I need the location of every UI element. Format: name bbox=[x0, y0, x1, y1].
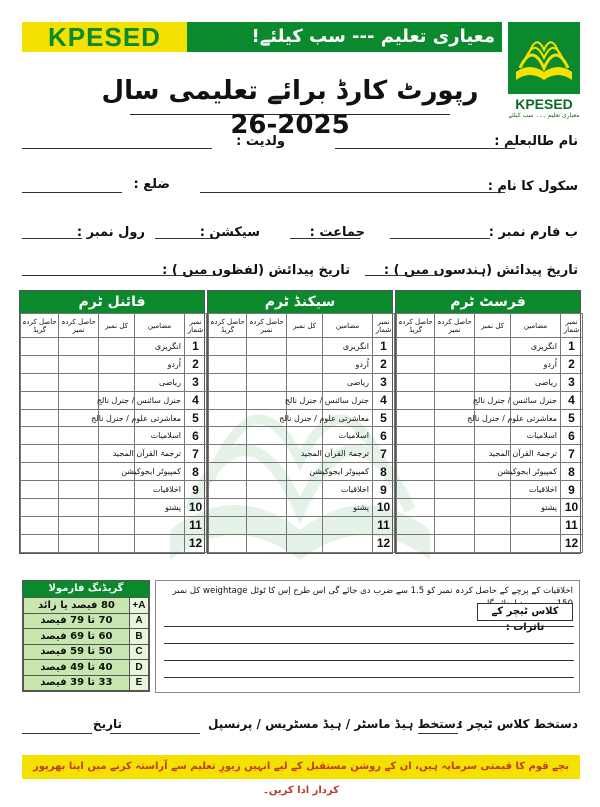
col-serial: نمبر شمار bbox=[373, 314, 395, 338]
serial-cell: 4 bbox=[185, 391, 207, 409]
obtained-marks-cell[interactable] bbox=[59, 391, 99, 409]
student-name-field[interactable] bbox=[335, 148, 515, 149]
serial-cell: 3 bbox=[373, 373, 395, 391]
serial-cell: 6 bbox=[185, 427, 207, 445]
grade-cell[interactable] bbox=[397, 373, 435, 391]
grading-row bbox=[24, 644, 149, 660]
class-field[interactable] bbox=[290, 238, 360, 239]
date-field[interactable] bbox=[22, 733, 92, 734]
total-marks-cell[interactable] bbox=[287, 481, 323, 499]
obtained-marks-cell[interactable] bbox=[247, 534, 287, 552]
table-row bbox=[21, 516, 207, 534]
grade-cell[interactable] bbox=[21, 427, 59, 445]
obtained-marks-cell[interactable] bbox=[59, 516, 99, 534]
ethics-weightage-note: اخلاقیات کے پرچے کے حاصل کردہ نمبر کو 1.5 سے ضرب دی جائے گی اس طرح اِس کا ٹوٹل weightage کل نمبر bbox=[172, 586, 573, 596]
grade-value: E bbox=[129, 675, 148, 691]
col-grade: حاصل کردہ گریڈ bbox=[209, 314, 247, 338]
table-row bbox=[209, 391, 395, 409]
section-field[interactable] bbox=[155, 238, 215, 239]
serial-cell: 9 bbox=[373, 481, 395, 499]
grade-cell[interactable] bbox=[21, 481, 59, 499]
obtained-marks-cell[interactable] bbox=[59, 481, 99, 499]
total-marks-cell[interactable] bbox=[475, 427, 511, 445]
subject-cell: کمپیوٹر ایجوکیشن bbox=[323, 463, 373, 481]
grade-cell[interactable] bbox=[209, 481, 247, 499]
grade-range: 60 تا 69 فیصد bbox=[24, 629, 130, 645]
col-total-marks: کل نمبر bbox=[475, 314, 511, 338]
subject-cell: ترجمۃ القرآن المجید bbox=[323, 445, 373, 463]
serial-cell: 11 bbox=[185, 516, 207, 534]
subject-cell: ریاضی bbox=[135, 373, 185, 391]
table-row bbox=[21, 373, 207, 391]
b-form-label: ب فارم نمبر : bbox=[488, 225, 578, 240]
serial-cell: 11 bbox=[373, 516, 395, 534]
page-title: رپورٹ کارڈ برائے تعلیمی سال 2025-26 bbox=[101, 76, 479, 140]
subject-cell: اُردو bbox=[135, 355, 185, 373]
total-marks-cell[interactable] bbox=[475, 355, 511, 373]
grade-cell[interactable] bbox=[209, 463, 247, 481]
obtained-marks-cell[interactable] bbox=[247, 481, 287, 499]
final-term-table bbox=[19, 290, 205, 554]
subject-cell bbox=[511, 516, 561, 534]
subject-cell: اسلامیات bbox=[511, 427, 561, 445]
total-marks-cell[interactable] bbox=[99, 499, 135, 517]
total-marks-cell[interactable] bbox=[287, 373, 323, 391]
col-total-marks: کل نمبر bbox=[287, 314, 323, 338]
total-marks-cell[interactable] bbox=[99, 373, 135, 391]
grade-cell[interactable] bbox=[21, 516, 59, 534]
subject-cell: اُردو bbox=[323, 355, 373, 373]
subject-cell: جنرل سائنس / جنرل نالج bbox=[135, 391, 185, 409]
total-marks-cell[interactable] bbox=[99, 534, 135, 552]
table-row bbox=[209, 427, 395, 445]
grade-cell[interactable] bbox=[21, 355, 59, 373]
headmaster-signature-label: دستخط ہیڈ ماسٹر / ہیڈ مسٹریس / پرنسپل bbox=[208, 717, 462, 731]
school-name-label: سکول کا نام : bbox=[487, 179, 578, 194]
serial-cell: 8 bbox=[185, 463, 207, 481]
table-row bbox=[209, 516, 395, 534]
total-marks-cell[interactable] bbox=[475, 338, 511, 356]
serial-cell: 4 bbox=[561, 391, 583, 409]
grade-cell[interactable] bbox=[209, 409, 247, 427]
subject-cell bbox=[135, 516, 185, 534]
subject-cell: ریاضی bbox=[323, 373, 373, 391]
grade-cell[interactable] bbox=[397, 463, 435, 481]
grade-cell[interactable] bbox=[21, 445, 59, 463]
grading-row bbox=[24, 675, 149, 691]
grade-cell[interactable] bbox=[397, 516, 435, 534]
obtained-marks-cell[interactable] bbox=[435, 499, 475, 517]
grade-cell[interactable] bbox=[397, 534, 435, 552]
class-teacher-signature-label: دستخط کلاس ٹیچر : bbox=[458, 717, 578, 731]
father-name-label: ولدیت : bbox=[236, 134, 285, 149]
subject-cell: اسلامیات bbox=[323, 427, 373, 445]
grade-value: C bbox=[129, 644, 148, 660]
table-row bbox=[397, 499, 583, 517]
table-row bbox=[209, 481, 395, 499]
table-row bbox=[209, 338, 395, 356]
table-row bbox=[397, 373, 583, 391]
total-marks-cell[interactable] bbox=[475, 481, 511, 499]
total-marks-cell[interactable] bbox=[287, 534, 323, 552]
obtained-marks-cell[interactable] bbox=[435, 516, 475, 534]
grade-range: 50 تا 59 فیصد bbox=[24, 644, 130, 660]
remarks-line[interactable] bbox=[164, 677, 574, 678]
obtained-marks-cell[interactable] bbox=[435, 391, 475, 409]
grade-cell[interactable] bbox=[397, 427, 435, 445]
table-row bbox=[397, 445, 583, 463]
dob-numeric-label: تاریخ پیدائش (ہندسوں میں ) : bbox=[383, 263, 578, 278]
obtained-marks-cell[interactable] bbox=[247, 463, 287, 481]
remarks-line[interactable] bbox=[164, 643, 574, 644]
obtained-marks-cell[interactable] bbox=[59, 445, 99, 463]
obtained-marks-cell[interactable] bbox=[59, 499, 99, 517]
obtained-marks-cell[interactable] bbox=[435, 481, 475, 499]
obtained-marks-cell[interactable] bbox=[435, 373, 475, 391]
obtained-marks-cell[interactable] bbox=[435, 534, 475, 552]
serial-cell: 8 bbox=[561, 463, 583, 481]
grade-cell[interactable] bbox=[209, 427, 247, 445]
grade-range: 33 تا 39 فیصد bbox=[24, 675, 130, 691]
serial-cell: 6 bbox=[561, 427, 583, 445]
subject-cell: ترجمۃ القرآن المجید bbox=[511, 445, 561, 463]
table-row bbox=[397, 516, 583, 534]
subject-cell: جنرل سائنس / جنرل نالج bbox=[511, 391, 561, 409]
grading-row bbox=[24, 660, 149, 676]
table-row bbox=[397, 338, 583, 356]
col-subjects: مضامین bbox=[135, 314, 185, 338]
col-subjects: مضامین bbox=[323, 314, 373, 338]
total-marks-cell[interactable] bbox=[99, 355, 135, 373]
table-row bbox=[209, 355, 395, 373]
subject-cell: معاشرتی علوم / جنرل نالج bbox=[323, 409, 373, 427]
obtained-marks-cell[interactable] bbox=[435, 463, 475, 481]
footer-message: بچے قوم کا قیمتی سرمایہ ہیں، ان کے روشن مستقبل کے لیے انہیں زیورِ تعلیم سے آراستہ کرنے میں اپنا بھرپور کردار ادا کریں۔ bbox=[22, 755, 580, 779]
subject-cell: معاشرتی علوم / جنرل نالج bbox=[135, 409, 185, 427]
subject-cell: کمپیوٹر ایجوکیشن bbox=[135, 463, 185, 481]
col-grade: حاصل کردہ گریڈ bbox=[21, 314, 59, 338]
total-marks-cell[interactable] bbox=[475, 516, 511, 534]
section-label: سیکشن : bbox=[199, 225, 260, 240]
subject-cell: انگریزی bbox=[135, 338, 185, 356]
grade-value: D bbox=[129, 660, 148, 676]
obtained-marks-cell[interactable] bbox=[247, 355, 287, 373]
subject-cell: جنرل سائنس / جنرل نالج bbox=[323, 391, 373, 409]
table-row bbox=[21, 534, 207, 552]
col-grade: حاصل کردہ گریڈ bbox=[397, 314, 435, 338]
grade-cell[interactable] bbox=[21, 534, 59, 552]
col-serial: نمبر شمار bbox=[185, 314, 207, 338]
logo-caption: KPESED bbox=[515, 96, 573, 112]
grade-cell[interactable] bbox=[21, 499, 59, 517]
subject-cell: معاشرتی علوم / جنرل نالج bbox=[511, 409, 561, 427]
book-logo-icon bbox=[508, 22, 580, 94]
total-marks-cell[interactable] bbox=[287, 499, 323, 517]
obtained-marks-cell[interactable] bbox=[59, 338, 99, 356]
serial-cell: 11 bbox=[561, 516, 583, 534]
grade-range: 80 فیصد یا زائد bbox=[24, 598, 130, 614]
teacher-remarks-label: کلاس ٹیچر کے تاثرات : bbox=[477, 603, 573, 621]
grade-range: 40 تا 49 فیصد bbox=[24, 660, 130, 676]
headmaster-signature-field[interactable] bbox=[110, 733, 200, 734]
header-motto: معیاری تعلیم --- سب کیلئے! bbox=[251, 26, 495, 47]
total-marks-cell[interactable] bbox=[99, 481, 135, 499]
table-row bbox=[397, 427, 583, 445]
subject-cell bbox=[511, 534, 561, 552]
obtained-marks-cell[interactable] bbox=[247, 427, 287, 445]
grade-cell[interactable] bbox=[397, 499, 435, 517]
table-row bbox=[21, 391, 207, 409]
serial-cell: 2 bbox=[373, 355, 395, 373]
subject-cell bbox=[323, 516, 373, 534]
class-teacher-signature-field[interactable] bbox=[418, 733, 458, 734]
table-row bbox=[209, 463, 395, 481]
total-marks-cell[interactable] bbox=[475, 499, 511, 517]
dob-numeric-field[interactable] bbox=[365, 275, 440, 276]
total-marks-cell[interactable] bbox=[99, 427, 135, 445]
grade-cell[interactable] bbox=[397, 338, 435, 356]
grade-cell[interactable] bbox=[209, 534, 247, 552]
grade-value: A+ bbox=[129, 598, 148, 614]
col-obtained-marks: حاصل کردہ نمبر bbox=[59, 314, 99, 338]
obtained-marks-cell[interactable] bbox=[247, 445, 287, 463]
class-label: جماعت : bbox=[309, 225, 365, 240]
date-label: تاریخ bbox=[92, 717, 122, 731]
table-row bbox=[397, 534, 583, 552]
grade-cell[interactable] bbox=[397, 445, 435, 463]
table-row bbox=[397, 463, 583, 481]
subject-cell: انگریزی bbox=[323, 338, 373, 356]
serial-cell: 6 bbox=[373, 427, 395, 445]
table-row bbox=[209, 534, 395, 552]
serial-cell: 9 bbox=[561, 481, 583, 499]
term-title: فرسٹ ٹرم bbox=[396, 291, 580, 313]
grading-row bbox=[24, 613, 149, 629]
serial-cell: 2 bbox=[561, 355, 583, 373]
obtained-marks-cell[interactable] bbox=[247, 499, 287, 517]
col-serial: نمبر شمار bbox=[561, 314, 583, 338]
grade-cell[interactable] bbox=[209, 499, 247, 517]
subject-cell bbox=[135, 534, 185, 552]
term-title: سیکنڈ ٹرم bbox=[208, 291, 392, 313]
obtained-marks-cell[interactable] bbox=[247, 516, 287, 534]
subject-cell: پشتو bbox=[323, 499, 373, 517]
serial-cell: 9 bbox=[185, 481, 207, 499]
obtained-marks-cell[interactable] bbox=[59, 427, 99, 445]
table-row bbox=[397, 481, 583, 499]
serial-cell: 4 bbox=[373, 391, 395, 409]
subject-cell: اخلاقیات bbox=[135, 481, 185, 499]
serial-cell: 10 bbox=[185, 499, 207, 517]
obtained-marks-cell[interactable] bbox=[247, 391, 287, 409]
grading-row bbox=[24, 598, 149, 614]
grade-value: B bbox=[129, 629, 148, 645]
table-row bbox=[21, 355, 207, 373]
grading-formula bbox=[22, 580, 150, 692]
obtained-marks-cell[interactable] bbox=[59, 373, 99, 391]
grade-value: A bbox=[129, 613, 148, 629]
grade-cell[interactable] bbox=[21, 338, 59, 356]
obtained-marks-cell[interactable] bbox=[59, 463, 99, 481]
notes-box bbox=[155, 580, 580, 693]
remarks-line[interactable] bbox=[164, 660, 574, 661]
grade-cell[interactable] bbox=[209, 516, 247, 534]
title-underline bbox=[130, 114, 450, 115]
serial-cell: 3 bbox=[185, 373, 207, 391]
obtained-marks-cell[interactable] bbox=[435, 355, 475, 373]
serial-cell: 1 bbox=[373, 338, 395, 356]
table-row bbox=[21, 338, 207, 356]
grade-cell[interactable] bbox=[397, 391, 435, 409]
grade-cell[interactable] bbox=[21, 463, 59, 481]
serial-cell: 3 bbox=[561, 373, 583, 391]
table-row bbox=[397, 355, 583, 373]
second-term-table bbox=[207, 290, 393, 554]
serial-cell: 5 bbox=[185, 409, 207, 427]
table-row bbox=[21, 445, 207, 463]
col-obtained-marks: حاصل کردہ نمبر bbox=[435, 314, 475, 338]
table-row bbox=[209, 445, 395, 463]
table-row bbox=[397, 409, 583, 427]
serial-cell: 12 bbox=[185, 534, 207, 552]
col-obtained-marks: حاصل کردہ نمبر bbox=[247, 314, 287, 338]
subject-cell: ترجمۃ القرآن المجید bbox=[135, 445, 185, 463]
grade-cell[interactable] bbox=[21, 409, 59, 427]
first-term-table bbox=[395, 290, 581, 554]
total-marks-cell[interactable] bbox=[99, 516, 135, 534]
grade-cell[interactable] bbox=[209, 338, 247, 356]
dob-words-field[interactable] bbox=[22, 275, 217, 276]
obtained-marks-cell[interactable] bbox=[59, 534, 99, 552]
serial-cell: 1 bbox=[185, 338, 207, 356]
grade-cell[interactable] bbox=[209, 391, 247, 409]
serial-cell: 7 bbox=[185, 445, 207, 463]
serial-cell: 5 bbox=[561, 409, 583, 427]
district-field[interactable] bbox=[22, 192, 122, 193]
obtained-marks-cell[interactable] bbox=[247, 373, 287, 391]
col-total-marks: کل نمبر bbox=[99, 314, 135, 338]
grade-cell[interactable] bbox=[209, 373, 247, 391]
logo-tagline: معیاری تعلیم ۔۔۔ سب کیلئے bbox=[508, 112, 580, 119]
grade-cell[interactable] bbox=[397, 355, 435, 373]
father-name-field[interactable] bbox=[22, 148, 212, 149]
serial-cell: 1 bbox=[561, 338, 583, 356]
grading-title: گریڈنگ فارمولا bbox=[23, 581, 149, 597]
grade-range: 70 تا 79 فیصد bbox=[24, 613, 130, 629]
district-label: ضلع : bbox=[133, 177, 170, 192]
serial-cell: 5 bbox=[373, 409, 395, 427]
table-row bbox=[21, 409, 207, 427]
obtained-marks-cell[interactable] bbox=[435, 427, 475, 445]
grade-cell[interactable] bbox=[21, 373, 59, 391]
school-name-field[interactable] bbox=[200, 192, 505, 193]
table-row bbox=[209, 373, 395, 391]
subject-cell: پشتو bbox=[511, 499, 561, 517]
brand-logo-text: KPESED bbox=[22, 22, 187, 52]
grading-row bbox=[24, 629, 149, 645]
table-row bbox=[397, 391, 583, 409]
col-subjects: مضامین bbox=[511, 314, 561, 338]
total-marks-cell[interactable] bbox=[287, 516, 323, 534]
roll-no-label: رول نمبر : bbox=[76, 225, 145, 240]
subject-cell: اسلامیات bbox=[135, 427, 185, 445]
table-row bbox=[209, 499, 395, 517]
table-row bbox=[21, 481, 207, 499]
grade-cell[interactable] bbox=[397, 409, 435, 427]
serial-cell: 10 bbox=[561, 499, 583, 517]
grade-cell[interactable] bbox=[21, 391, 59, 409]
serial-cell: 12 bbox=[373, 534, 395, 552]
dob-words-label: تاریخ پیدائش (لفظوں میں ) : bbox=[162, 263, 350, 278]
serial-cell: 7 bbox=[561, 445, 583, 463]
remarks-line[interactable] bbox=[164, 626, 574, 627]
subject-cell: اُردو bbox=[511, 355, 561, 373]
table-row bbox=[21, 463, 207, 481]
table-row bbox=[21, 499, 207, 517]
total-marks-cell[interactable] bbox=[99, 338, 135, 356]
grade-cell[interactable] bbox=[209, 445, 247, 463]
subject-cell: اخلاقیات bbox=[511, 481, 561, 499]
table-row bbox=[209, 409, 395, 427]
total-marks-cell[interactable] bbox=[287, 355, 323, 373]
subject-cell: اخلاقیات bbox=[323, 481, 373, 499]
serial-cell: 2 bbox=[185, 355, 207, 373]
obtained-marks-cell[interactable] bbox=[59, 355, 99, 373]
student-name-label: نام طالبعلم : bbox=[494, 134, 578, 149]
obtained-marks-cell[interactable] bbox=[435, 445, 475, 463]
serial-cell: 10 bbox=[373, 499, 395, 517]
total-marks-cell[interactable] bbox=[475, 534, 511, 552]
subject-cell: پشتو bbox=[135, 499, 185, 517]
total-marks-cell[interactable] bbox=[287, 338, 323, 356]
serial-cell: 12 bbox=[561, 534, 583, 552]
grade-cell[interactable] bbox=[397, 481, 435, 499]
subject-cell bbox=[323, 534, 373, 552]
serial-cell: 8 bbox=[373, 463, 395, 481]
table-row bbox=[21, 427, 207, 445]
b-form-field[interactable] bbox=[390, 238, 490, 239]
subject-cell: کمپیوٹر ایجوکیشن bbox=[511, 463, 561, 481]
subject-cell: ریاضی bbox=[511, 373, 561, 391]
grade-cell[interactable] bbox=[209, 355, 247, 373]
serial-cell: 7 bbox=[373, 445, 395, 463]
term-title: فائنل ٹرم bbox=[20, 291, 204, 313]
total-marks-cell[interactable] bbox=[287, 427, 323, 445]
obtained-marks-cell[interactable] bbox=[247, 338, 287, 356]
obtained-marks-cell[interactable] bbox=[435, 338, 475, 356]
subject-cell: انگریزی bbox=[511, 338, 561, 356]
roll-no-field[interactable] bbox=[22, 238, 82, 239]
total-marks-cell[interactable] bbox=[475, 373, 511, 391]
